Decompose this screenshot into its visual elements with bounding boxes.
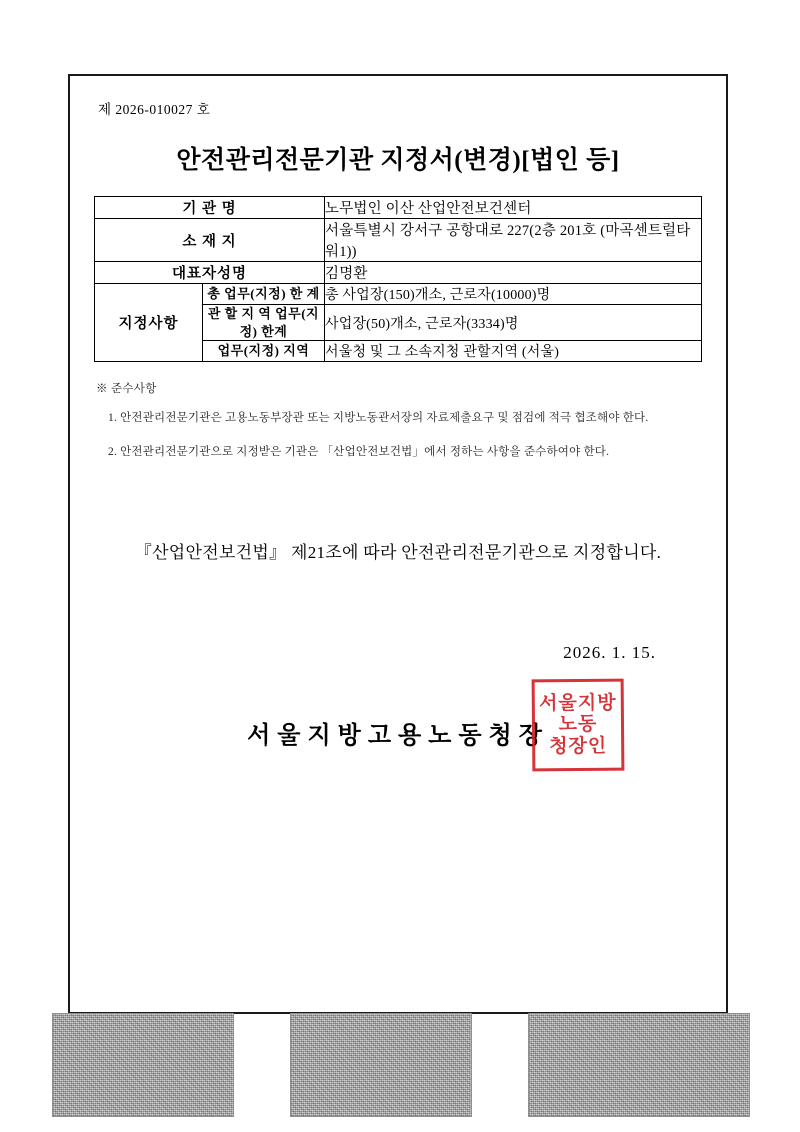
scan-artifact-strip-3	[528, 1013, 750, 1117]
sublabel-line-1: 총 업무(지정)	[207, 286, 287, 302]
seal-line-3: 청장인	[549, 735, 608, 758]
issuer-block	[94, 693, 702, 758]
page-title: 안전관리전문기관 지정서(변경)[법인 등]	[176, 147, 620, 174]
sublabel-line-2: 업무(지정)	[239, 306, 320, 339]
scan-artifact-strip-1	[52, 1013, 234, 1117]
sublabel-line-2: 한 계	[289, 286, 320, 302]
designation-value-total-scope: 총 사업장(150)개소, 근로자(10000)명	[325, 284, 702, 305]
seal-line-2: 노동	[558, 714, 598, 736]
sublabel-line-3: 한계	[261, 323, 288, 339]
notes-heading: ※ 준수사항	[96, 383, 157, 396]
table-row	[95, 262, 702, 284]
certificate-body	[70, 76, 726, 1012]
table-row	[95, 219, 702, 262]
official-seal-stamp	[532, 679, 625, 772]
field-label-representative: 대표자성명	[95, 262, 325, 284]
designation-value-area: 서울청 및 그 소속지청 관할지역 (서울)	[325, 341, 702, 362]
certificate-sheet	[68, 74, 728, 1014]
seal-line-1: 서울지방	[539, 693, 617, 715]
field-label-institution: 기 관 명	[95, 197, 325, 219]
compliance-notes	[94, 380, 702, 460]
table-row	[95, 284, 702, 305]
designation-label: 지정사항	[95, 284, 203, 362]
issue-date: 2026. 1. 15.	[563, 643, 656, 663]
designation-value-regional-scope: 사업장(50)개소, 근로자(3334)명	[325, 305, 702, 341]
issuer-name: 서울지방고용노동청장	[247, 723, 549, 750]
designation-sublabel-area	[203, 341, 325, 362]
sublabel-line-1: 업무(지정)	[217, 343, 280, 359]
field-value-representative: 김명환	[325, 262, 702, 284]
designation-sublabel-total-scope	[203, 284, 325, 305]
field-value-institution: 노무법인 이산 산업안전보건센터	[325, 197, 702, 219]
note-item-2: 2. 안전관리전문기관으로 지정받은 기관은 「산업안전보건법」에서 정하는 사항을 준수하여야 한다.	[108, 446, 610, 459]
note-item-1: 1. 안전관리전문기관은 고용노동부장관 또는 지방노동관서장의 자료제출요구 및 점검에 적극 협조해야 한다.	[108, 412, 649, 425]
scan-artifact-strip-2	[290, 1013, 472, 1117]
table-row	[95, 197, 702, 219]
designation-statement: 『산업안전보건법』 제21조에 따라 안전관리전문기관으로 지정합니다.	[134, 543, 662, 563]
scan-artifact-strips	[0, 1013, 800, 1119]
field-label-address: 소 재 지	[95, 219, 325, 262]
field-value-address: 서울특별시 강서구 공항대로 227(2층 201호 (마곡센트럴타워1))	[325, 219, 702, 262]
sublabel-line-1: 관 할 지 역	[207, 306, 272, 321]
certificate-info-table	[94, 196, 702, 362]
designation-sublabel-regional-scope	[203, 305, 325, 341]
document-number: 제 2026-010027 호	[98, 102, 211, 117]
sublabel-line-2: 지역	[283, 343, 310, 359]
